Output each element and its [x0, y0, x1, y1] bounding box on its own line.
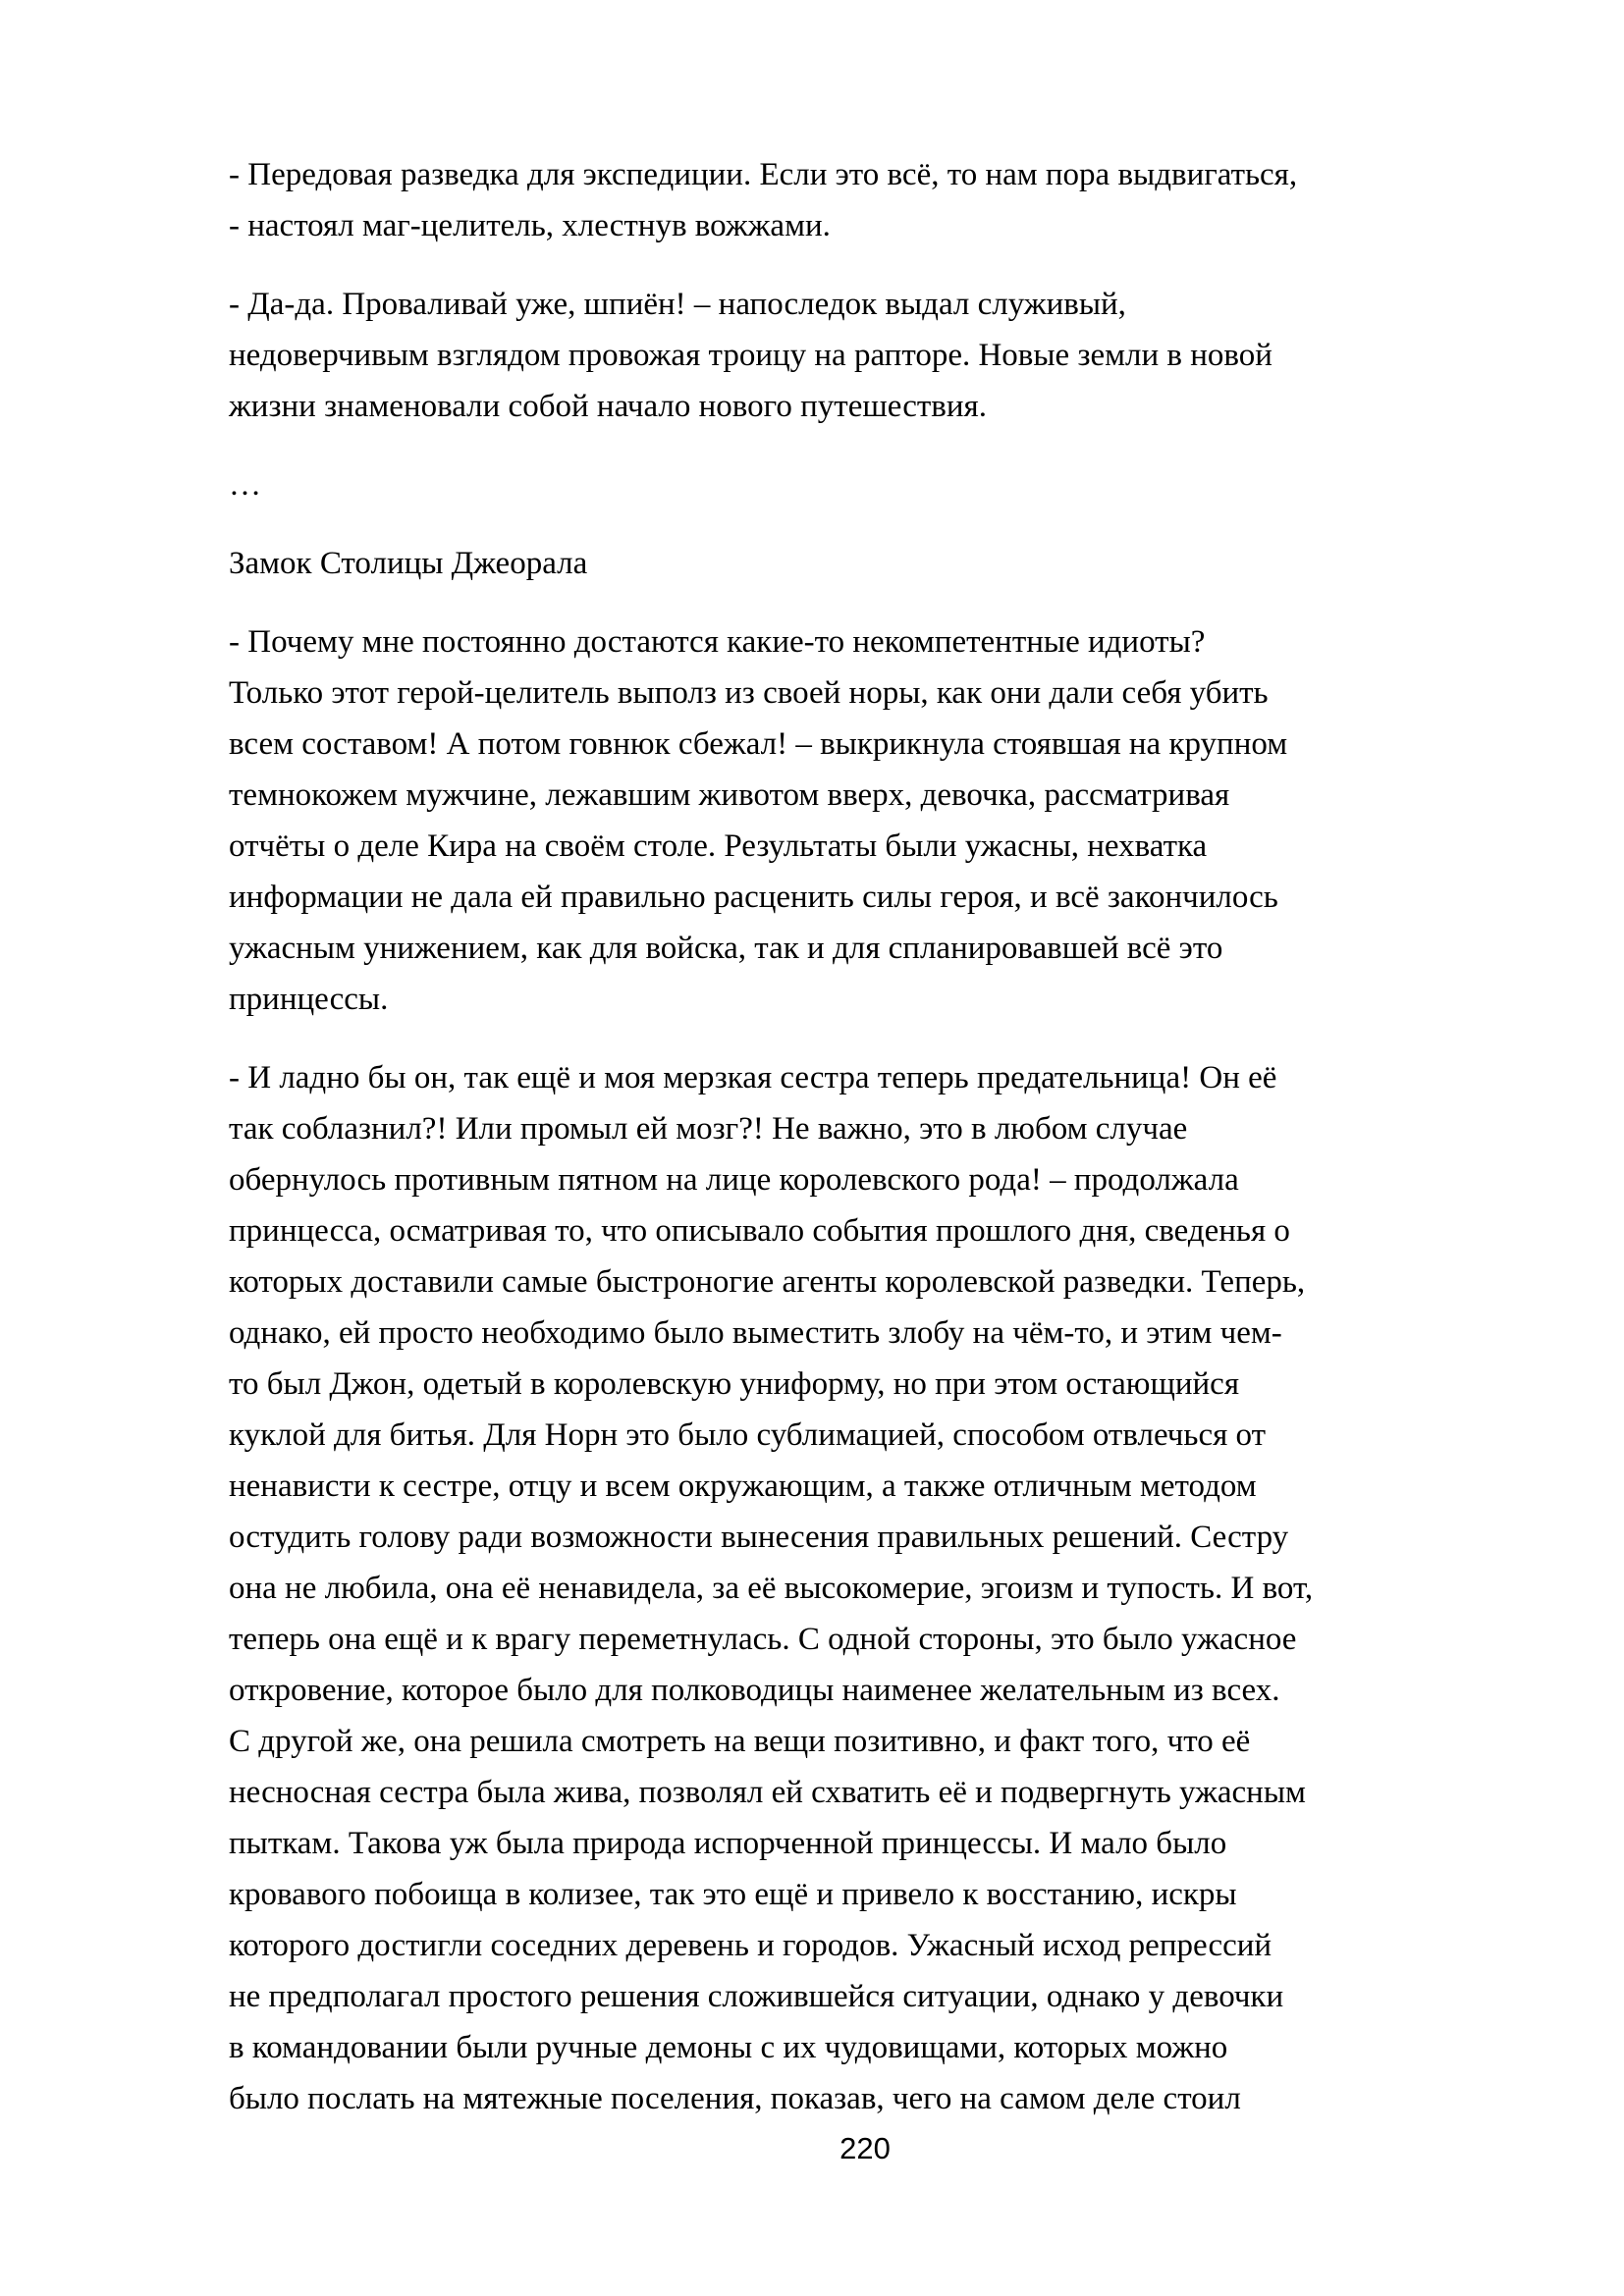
text-line: кровавого побоища в колизее, так это ещё и привело к восстанию, искры: [229, 1877, 1237, 1912]
text-line: она не любила, она её ненавидела, за её высокомерие, эгоизм и тупость. И вот,: [229, 1571, 1314, 1606]
text-line: откровение, которое было для полководицы наименее желательным из всех.: [229, 1673, 1280, 1708]
paragraph: [229, 1052, 1501, 2124]
text-line: обернулось противным пятном на лице королевского рода! – продолжала: [229, 1162, 1239, 1198]
text-line: всем составом! А потом говнюк сбежал! – выкрикнула стоявшая на крупном: [229, 726, 1288, 762]
text-line: было послать на мятежные поселения, показав, чего на самом деле стоил: [229, 2081, 1241, 2116]
text-line: информации не дала ей правильно расценить силы героя, и всё закончилось: [229, 880, 1278, 915]
text-line: Только этот герой-целитель выполз из своей норы, как они дали себя убить: [229, 675, 1269, 711]
scene-heading: [229, 538, 1501, 589]
text-line: куклой для битья. Для Норн это было сублимацией, способом отвлечься от: [229, 1417, 1266, 1453]
text-line: пыткам. Такова уж была природа испорченной принцессы. И мало было: [229, 1826, 1227, 1861]
text-line: - Почему мне постоянно достаются какие-то некомпетентные идиоты?: [229, 624, 1206, 660]
text-line: ужасным унижением, как для войска, так и для спланировавшей всё это: [229, 931, 1223, 966]
text-line: …: [229, 467, 261, 503]
text-line: не предполагал простого решения сложившейся ситуации, однако у девочки: [229, 1979, 1284, 2014]
text-line: - Да-да. Проваливай уже, шпиён! – напоследок выдал служивый,: [229, 287, 1126, 322]
text-line: в командовании были ручные демоны с их чудовищами, которых можно: [229, 2030, 1228, 2065]
text-line: темнокожем мужчине, лежавшим животом вверх, девочка, рассматривая: [229, 777, 1230, 813]
text-line: - И ладно бы он, так ещё и моя мерзкая сестра теперь предательница! Он её: [229, 1060, 1277, 1095]
text-line: принцесса, осматривая то, что описывало события прошлого дня, сведенья о: [229, 1213, 1290, 1249]
text-line: так соблазнил?! Или промыл ей мозг?! Не важно, это в любом случае: [229, 1111, 1188, 1147]
text-line: которого достигли соседних деревень и городов. Ужасный исход репрессий: [229, 1928, 1272, 1963]
text-line: то был Джон, одетый в королевскую униформу, но при этом остающийся: [229, 1366, 1239, 1402]
text-line: ненависти к сестре, отцу и всем окружающим, а также отличным методом: [229, 1468, 1257, 1504]
text-line: Замок Столицы Джеорала: [229, 546, 588, 581]
paragraph: [229, 279, 1501, 432]
text-line: несносная сестра была жива, позволял ей схватить её и подвергнуть ужасным: [229, 1775, 1306, 1810]
text-block: [229, 149, 1501, 2152]
text-line: жизни знаменовали собой начало нового путешествия.: [229, 389, 987, 424]
scene-separator: [229, 459, 1501, 510]
paragraph: [229, 149, 1501, 251]
text-line: теперь она ещё и к врагу переметнулась. С одной стороны, это было ужасное: [229, 1622, 1297, 1657]
text-line: отчёты о деле Кира на своём столе. Результаты были ужасны, нехватка: [229, 828, 1208, 864]
text-line: недоверчивым взглядом провожая троицу на рапторе. Новые земли в новой: [229, 338, 1272, 373]
text-line: остудить голову ради возможности вынесения правильных решений. Сестру: [229, 1520, 1289, 1555]
text-line: - настоял маг-целитель, хлестнув вожжами.: [229, 208, 831, 243]
text-line: принцессы.: [229, 982, 389, 1017]
text-line: однако, ей просто необходимо было выместить злобу на чём-то, и этим чем-: [229, 1315, 1282, 1351]
text-line: С другой же, она решила смотреть на вещи позитивно, и факт того, что её: [229, 1724, 1251, 1759]
paragraph: [229, 616, 1501, 1025]
page-number: 220: [839, 2131, 891, 2165]
text-line: - Передовая разведка для экспедиции. Если это всё, то нам пора выдвигаться,: [229, 157, 1298, 192]
text-line: которых доставили самые быстроногие агенты королевской разведки. Теперь,: [229, 1264, 1306, 1300]
